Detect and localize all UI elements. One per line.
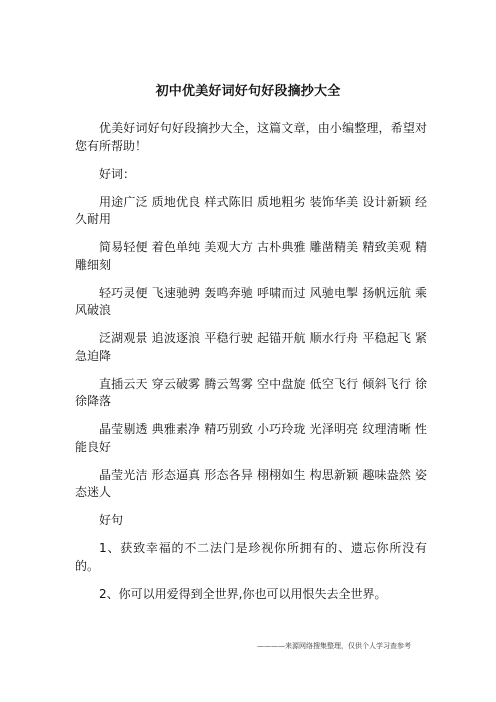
word-list-paragraph: 泛湖观景 追波逐浪 平稳行驶 起锚开航 顺水行舟 平稳起飞 紧急迫降 — [75, 331, 427, 363]
document-body — [75, 120, 427, 614]
section-heading-good-words: 好词： — [99, 166, 136, 181]
sentence-item: 2、你可以用爱得到全世界,你也可以用恨失去全世界。 — [99, 586, 387, 601]
word-list-paragraph: 轻巧灵便 飞速驰骋 轰鸣奔驰 呼啸而过 风驰电掣 扬帆远航 乘风破浪 — [75, 285, 427, 317]
word-list-paragraph: 直插云天 穿云破雾 腾云驾雾 空中盘旋 低空飞行 倾斜飞行 徐徐降落 — [75, 376, 427, 408]
word-list-paragraph: 简易轻便 着色单纯 美观大方 古朴典雅 雕凿精美 精致美观 精雕细刻 — [75, 240, 427, 272]
word-list-paragraph: 用途广泛 质地优良 样式陈旧 质地粗劣 装饰华美 设计新颖 经久耐用 — [75, 194, 427, 226]
sentence-item: 1、获致幸福的不二法门是珍视你所拥有的、遗忘你所没有的。 — [75, 541, 427, 573]
document-title: 初中优美好词好句好段摘抄大全 — [155, 84, 341, 99]
section-heading-good-sentences: 好句 — [99, 513, 124, 527]
intro-paragraph: 优美好词好句好段摘抄大全，这篇文章，由小编整理，希望对您有所帮助！ — [75, 121, 427, 153]
footer-source-note: ————来源网络搜集整理，仅供个人学习查参考 — [257, 642, 411, 650]
word-list-paragraph: 晶莹剔透 典雅素净 精巧别致 小巧玲珑 光泽明亮 纹理清晰 性能良好 — [75, 422, 427, 454]
word-list-paragraph: 晶莹光洁 形态逼真 形态各异 栩栩如生 构思新颖 趣味盎然 姿态迷人 — [75, 467, 427, 499]
